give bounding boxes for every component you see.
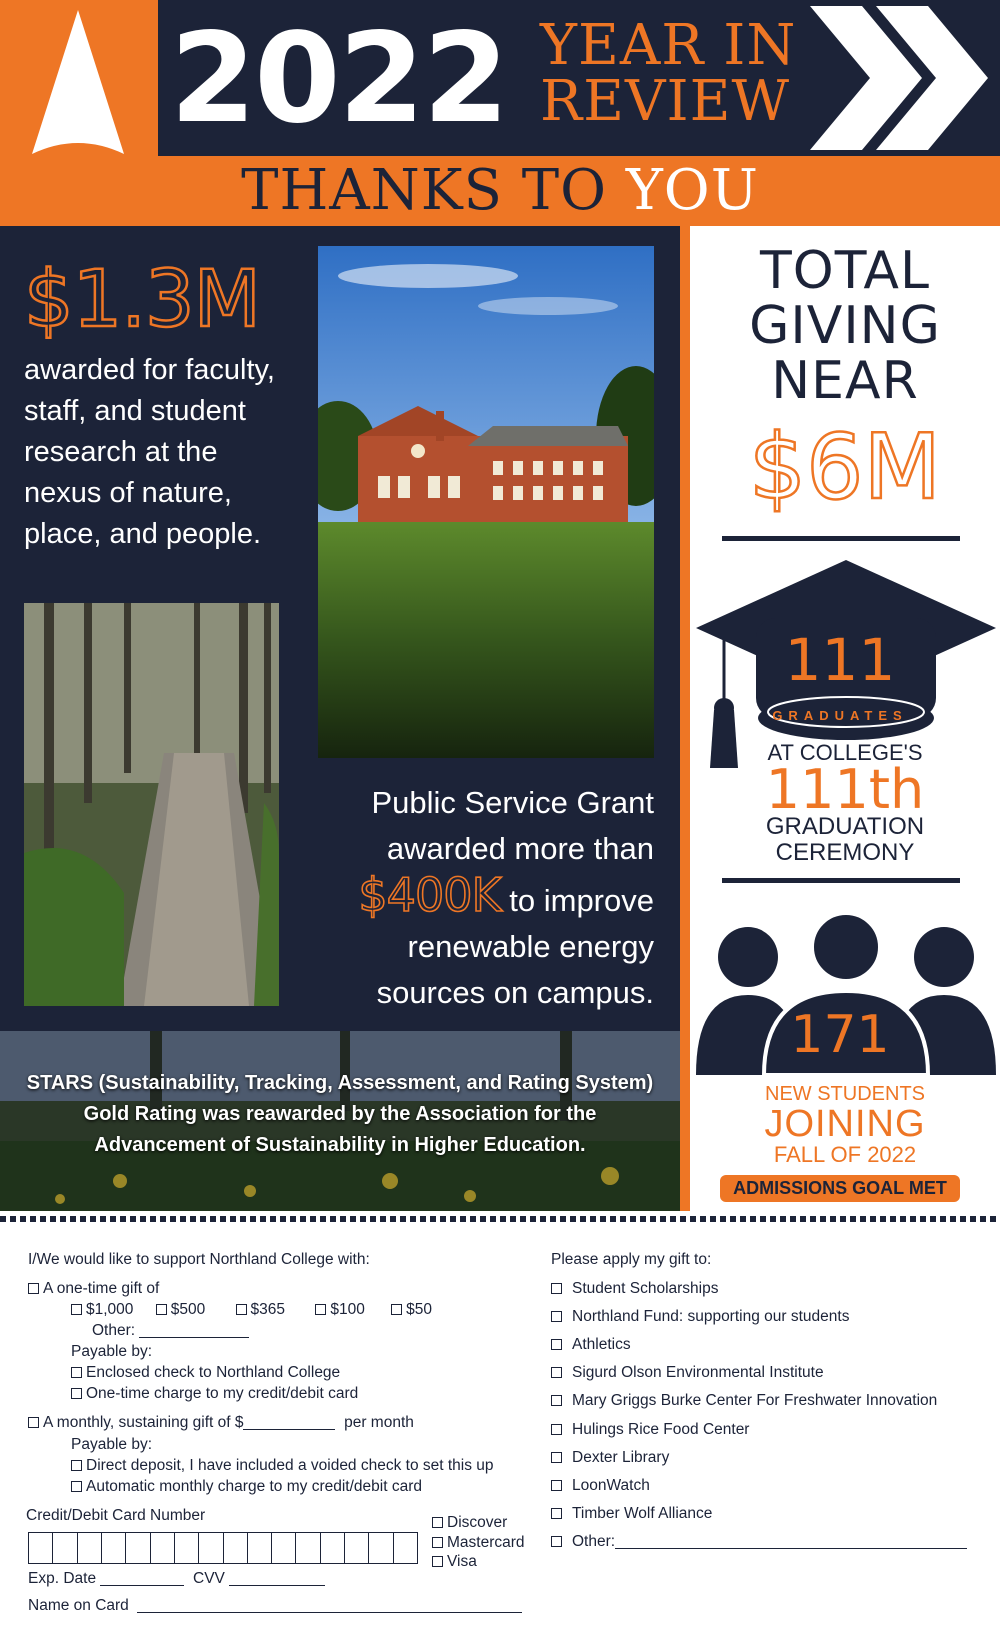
fund-northland-fund[interactable]: Northland Fund: supporting our students (551, 1308, 849, 1326)
grant-statement: Public Service Grant awarded more than $400K to improve renewable energy sources on campus. (358, 785, 654, 1010)
thanks-to-you-heading: THANKS TO YOU (241, 158, 759, 223)
support-intro: I/We would like to support Northland College with: (28, 1251, 370, 1268)
graduates-label: GRADUATES (772, 708, 908, 723)
fund-athletics[interactable]: Athletics (551, 1336, 631, 1354)
header-banner (0, 0, 1000, 226)
admissions-goal-badge: ADMISSIONS GOAL MET (720, 1175, 960, 1202)
name-on-card-row: Name on Card (28, 1597, 522, 1615)
card-type-discover[interactable]: Discover (432, 1514, 507, 1532)
amount-option-100[interactable]: $100 (315, 1301, 364, 1318)
name-on-card-field[interactable] (137, 1612, 522, 1613)
at-colleges-label: AT COLLEGE'S (767, 740, 923, 765)
other-amount-field[interactable]: Other: (92, 1322, 249, 1340)
tear-off-line (0, 1216, 1000, 1222)
enclosed-check-option[interactable]: Enclosed check to Northland College (71, 1364, 340, 1382)
card-type-visa[interactable]: Visa (432, 1553, 477, 1571)
fund-sigurd-olson-institute[interactable]: Sigurd Olson Environmental Institute (551, 1364, 824, 1382)
section-rule (722, 536, 960, 541)
amount-option-500[interactable]: $500 (156, 1301, 205, 1318)
arrow-logo-icon (28, 6, 128, 156)
campus-building-photo (318, 246, 654, 758)
year-in-review-title: YEAR IN REVIEW (540, 13, 797, 134)
exp-date-field[interactable] (100, 1585, 184, 1586)
year-heading: 2022 (170, 7, 508, 151)
payable-by-label: Payable by: (71, 1343, 152, 1360)
fund-burke-center[interactable]: Mary Griggs Burke Center For Freshwater Innovation (551, 1392, 937, 1410)
graduation-ceremony-label: GRADUATION CEREMONY (765, 813, 925, 866)
card-number-label: Credit/Debit Card Number (26, 1507, 206, 1524)
gift-amount-options (71, 1301, 432, 1319)
cvv-field[interactable] (229, 1585, 325, 1586)
amount-option-1000[interactable]: $1,000 (71, 1301, 133, 1318)
stars-rating-statement: STARS (Sustainability, Tracking, Assessment, and Rating System) Gold Rating was reawarded by the Association for the Advancement of Sustainability in Higher Education. (26, 1072, 654, 1156)
card-number-field[interactable] (28, 1532, 418, 1564)
apply-intro: Please apply my gift to: (551, 1251, 712, 1268)
monthly-gift-checkbox[interactable] (28, 1417, 39, 1428)
direct-deposit-option[interactable]: Direct deposit, I have included a voided check to set this up (71, 1457, 494, 1475)
one-time-gift-checkbox[interactable] (28, 1283, 39, 1294)
fund-loonwatch[interactable]: LoonWatch (551, 1477, 650, 1495)
section-rule (722, 878, 960, 883)
fund-dexter-library[interactable]: Dexter Library (551, 1449, 669, 1467)
new-students-label: NEW STUDENTS (765, 1083, 925, 1105)
research-description: awarded for faculty, staff, and student research at the nexus of nature, place, and people. (24, 354, 275, 550)
fund-other[interactable]: Other: (551, 1533, 967, 1551)
amount-option-365[interactable]: $365 (236, 1301, 285, 1318)
one-time-charge-option[interactable]: One-time charge to my credit/debit card (71, 1385, 358, 1403)
card-type-mastercard[interactable]: Mastercard (432, 1534, 525, 1552)
monthly-amount-blank[interactable] (243, 1429, 335, 1430)
automatic-charge-option[interactable]: Automatic monthly charge to my credit/debit card (71, 1478, 422, 1496)
fund-other-field[interactable] (615, 1548, 967, 1549)
fund-student-scholarships[interactable]: Student Scholarships (551, 1280, 718, 1298)
ceremony-number: 111th (765, 758, 925, 821)
exp-cvv-row: Exp. Date CVV (28, 1570, 325, 1588)
grant-amount: $400K (358, 868, 501, 922)
fund-timber-wolf-alliance[interactable]: Timber Wolf Alliance (551, 1505, 712, 1523)
other-amount-blank[interactable] (139, 1337, 249, 1338)
amount-option-50[interactable]: $50 (391, 1301, 432, 1318)
boardwalk-photo (24, 603, 279, 1006)
graduates-count: 111 (784, 626, 896, 694)
chevrons-icon (810, 0, 1000, 156)
total-giving-heading: TOTAL GIVING NEAR (749, 241, 941, 411)
fund-hulings-rice-food-center[interactable]: Hulings Rice Food Center (551, 1421, 749, 1439)
joining-label: JOINING (764, 1103, 926, 1145)
total-giving-amount: $6M (748, 415, 942, 520)
new-students-count: 171 (790, 1005, 890, 1065)
monthly-gift-option[interactable]: A monthly, sustaining gift of $ per month (28, 1414, 414, 1432)
column-divider (680, 226, 690, 1211)
research-amount: $1.3M (24, 255, 260, 345)
payable-by-label-2: Payable by: (71, 1436, 152, 1453)
fall-2022-label: FALL OF 2022 (773, 1142, 917, 1167)
one-time-gift-option[interactable]: A one-time gift of (28, 1280, 159, 1298)
